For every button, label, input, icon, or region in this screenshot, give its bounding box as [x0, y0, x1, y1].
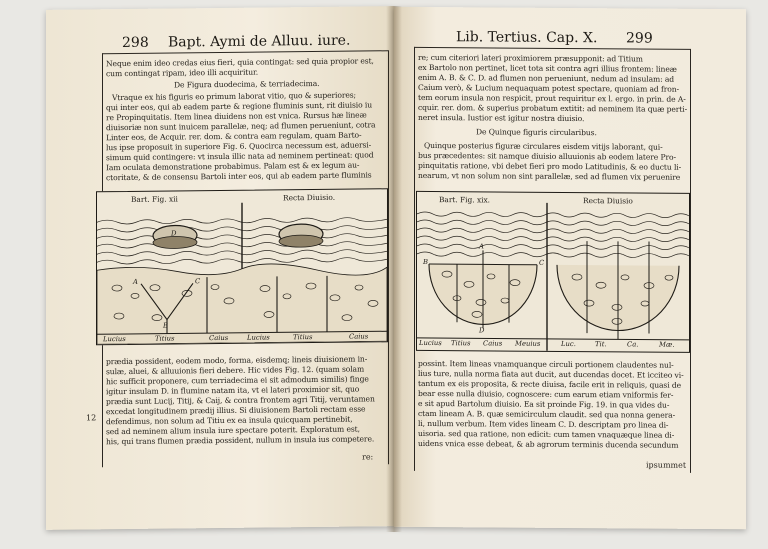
woodcut-figure-xii	[96, 188, 388, 345]
text-line: sed ad neminem alium insula iure spectare poterit. Exploratum est,	[106, 424, 360, 437]
island-label: D	[171, 229, 177, 238]
right-page	[394, 7, 746, 529]
name-label: Lucius	[419, 338, 442, 348]
section-heading: De Figura duodecima, & terriadecima.	[174, 78, 320, 90]
text-line: hic sufficit proponere, cum terriadecima ei sit admodum similis) finge	[106, 374, 369, 387]
figure-caption: Recta Diuisio.	[283, 192, 336, 203]
left-page	[46, 6, 394, 530]
text-line: qui inter eos, qui ab eadem parte & regione fluminis sunt, rit diuisio iu	[106, 100, 373, 113]
text-line: ctoritate, & de consensu Bartoli inter eos, qui ab eadem parte fluminis	[106, 170, 372, 183]
text-line: enim A. B. & C. D. ad flumen non perueniunt, nedum ad insulam: ad	[418, 72, 675, 84]
point-label: C	[539, 258, 545, 267]
text-line: sulæ, aluei, & alluuionis fieri debere. Hic vides Fig. 12. (quam solam	[106, 364, 365, 377]
figure-caption: Bart. Fig. xii	[131, 194, 178, 204]
text-line: defendimus, non solum ad Titiu ex ea insula quicquam pertinebit,	[106, 414, 353, 427]
margin-number: 12	[86, 413, 97, 423]
text-line: lius ture, nulla norma fiata aut ducit, aut ducendas docet. Et icciteo vi-	[418, 368, 684, 380]
text-line: e sit apud Bartolum diuisio. Ea sit proinde Fig. 19. in qua vides du-	[418, 398, 670, 410]
woodcut-illustration	[417, 192, 689, 352]
figure-caption: Bart. Fig. xix.	[439, 195, 491, 205]
text-line: prædia sunt Lucij, Titij, & Caij, & contra frontem agri Titij, veruntamen	[106, 394, 375, 407]
text-line: tem eorum insula non respicit, prout requiritur ex l. ergo. in prin. de A-	[418, 92, 686, 104]
text-line: Neque enim ideo credas eius fieri, quia contingat: sed quia propior est,	[106, 56, 374, 69]
text-line: nearum, vt non solum non sint parallelæ, sed ad flumen vix peruenire	[418, 170, 681, 182]
running-head-left: Bapt. Aymi de Alluu. iure.	[168, 32, 351, 51]
text-line: li, nullum verbum. Item vides lineam C. D. descriptam pro linea di-	[418, 418, 669, 430]
section-heading: De Quinque figuris circularibus.	[476, 127, 597, 138]
point-label: C	[195, 277, 201, 286]
text-line: pinquitatis ratione, vbi debet fieri pro modo Latitudinis, & eo ductu li-	[418, 160, 682, 172]
text-line: igitur insulam D. in flumine natam ita, vt ei lateri proximior sit, quo	[106, 384, 360, 397]
woodcut-illustration	[97, 189, 387, 344]
name-label: Titius	[155, 334, 175, 343]
text-line: possint. Item lineas vnamquanque circuli portionem claudentes nul-	[418, 358, 674, 370]
point-label: A	[133, 277, 138, 286]
text-line: his, qui trans flumen prædia possident, nullum in insula ius competere.	[106, 434, 375, 447]
book-gutter	[386, 6, 402, 532]
name-label: Caius	[349, 332, 369, 341]
text-line: lus ipse proposuit in superiore Fig. 6. Quocirca necessum est, aduersi-	[106, 140, 372, 153]
text-line: re Propinquitatis. Item linea diuidens non est vnica. Rursus hæ lineæ	[106, 110, 367, 123]
text-line: Iam oculata demonstratione probabimus. Palam est & ex legum au-	[106, 160, 360, 173]
text-line: re; cum citeriori lateri proximiorem præsupponit: ad Titium	[418, 52, 643, 64]
text-line: tantum ex eis proposita, & recte diuisa, facile erit in reliquis, quasi de	[418, 378, 682, 390]
text-line: prædia possident, eodem modo, forma, eisdemq; lineis diuisionem in-	[106, 354, 368, 367]
text-line: cquir. rer. dom. & superius probatum extitit: ad neminem ita quæ perti-	[418, 102, 688, 114]
name-label: Lucius	[247, 333, 270, 342]
text-line: uidens vnica esse debeat, & ab agrorum terminis ducenda secundum	[418, 438, 679, 450]
page-number-right: 299	[626, 30, 653, 47]
point-label: D	[479, 326, 485, 335]
woodcut-figure-xix	[416, 191, 690, 353]
catchword-left: re:	[362, 452, 374, 462]
running-head-right: Lib. Tertius. Cap. X.	[456, 29, 598, 47]
name-label: Titius	[451, 339, 471, 348]
point-label: A	[479, 242, 484, 251]
figure-caption: Recta Diuisio	[583, 196, 633, 206]
catchword-right: ipsummet	[646, 460, 687, 470]
point-label: B	[423, 257, 428, 267]
name-label: Titius	[293, 333, 313, 342]
text-line: bear esse nulla diuisio, cognoscere: cum earum etiam vniformis fer-	[418, 388, 674, 400]
text-line: diuisoriæ non sunt inuicem parallelæ, neq; ad flumen perueniunt, cotra	[106, 120, 376, 133]
text-line: neret insula. Iustior est igitur nostra diuisio.	[418, 112, 585, 124]
name-label: Lucius	[103, 334, 126, 344]
head-rule-right	[414, 47, 690, 50]
frame-rule-right	[690, 49, 691, 473]
name-label: Luc.	[561, 339, 576, 349]
page-number-left: 298	[122, 34, 149, 52]
text-line: excedat longitudinem prædij illius. Si diuisionem Bartoli rectam esse	[106, 404, 366, 417]
frame-rule-left	[414, 47, 415, 471]
text-line: cum contingat ripam, ideo illi acquiritur.	[106, 67, 259, 79]
text-line: ctam lineam A. B. quæ semicirculum claudit. sed qua nonna genera-	[418, 408, 676, 420]
head-rule-left	[102, 50, 388, 54]
name-label: Meuius	[515, 339, 541, 348]
text-line: Quinque posterius figuræ circulares eisdem vitijs laborant, qui-	[424, 140, 663, 152]
name-label: Mæ.	[659, 340, 675, 349]
text-line: uisoria. sed qua ratione, non edicit: cum tamen vnaquæque linea di-	[418, 428, 675, 440]
name-label: Tit.	[595, 340, 607, 349]
text-line: Linter eos, de Acquir. rer. dom. & contra eam regulam, quam Barto-	[106, 130, 362, 143]
text-line: bus præcedentes: sit namque diuisio alluuionis ab eodem latere Pro-	[418, 150, 676, 162]
name-label: Ca.	[627, 340, 639, 349]
name-label: Caius	[483, 339, 503, 348]
text-line: ex Bartolo non pertinet, licet tota sit contra agri illius frontem: lineæ	[418, 62, 677, 74]
point-label: B	[163, 321, 168, 330]
text-line: simum quid contingere: vt insula illic nata ad neminem pertineat: quod	[106, 150, 374, 163]
text-line: Vtraque ex his figuris eo primum laborat vitio, quo & superiores;	[112, 90, 357, 103]
text-line: Caium verò, & Lucium nequaquam potest spectare, quoniam ad fron-	[418, 82, 679, 94]
name-label: Caius	[209, 333, 229, 343]
